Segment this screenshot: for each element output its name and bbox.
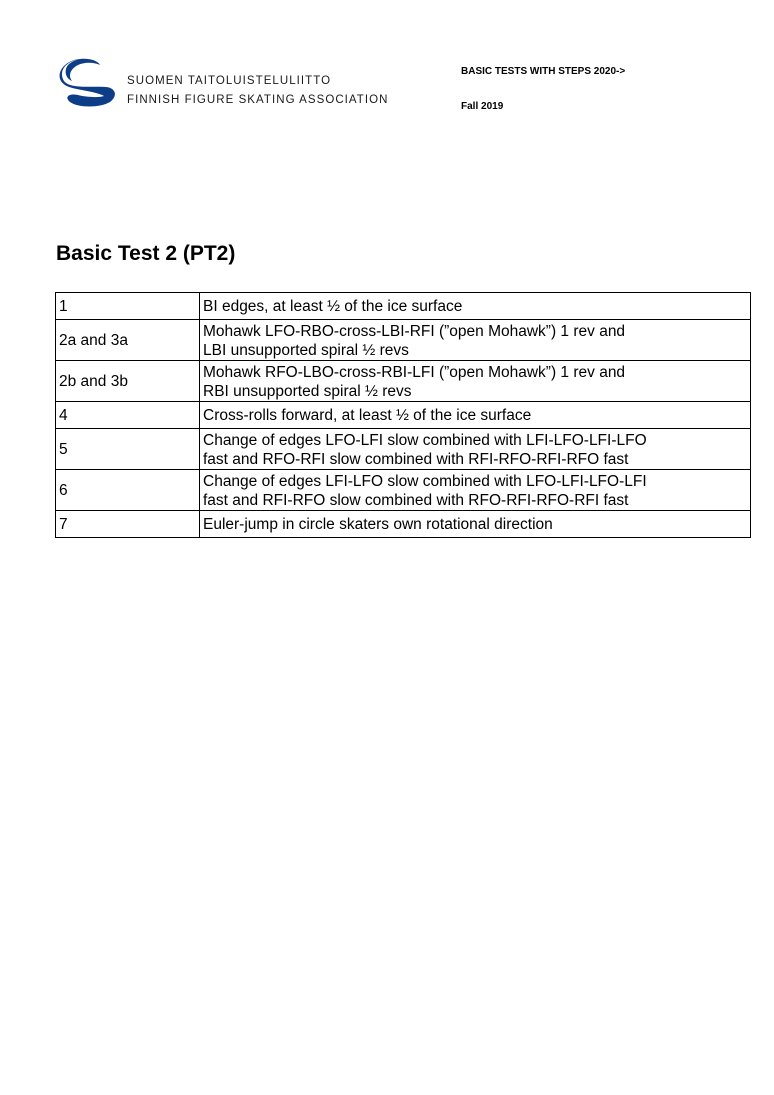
table-row [56, 402, 751, 429]
table-row [56, 361, 751, 402]
page-title: Basic Test 2 (PT2) [56, 242, 236, 265]
description-line: BI edges, at least ½ of the ice surface [203, 298, 463, 315]
org-name-english: FINNISH FIGURE SKATING ASSOCIATION [127, 94, 389, 106]
description-line: RBI unsupported spiral ½ revs [203, 382, 412, 400]
organization-names [127, 72, 388, 110]
org-name-finnish: SUOMEN TAITOLUISTELULIITTO [127, 75, 332, 87]
element-description [200, 429, 751, 470]
ffsa-logo-icon [56, 56, 118, 108]
description-line: Cross-rolls forward, at least ½ of the ice surface [203, 407, 532, 424]
description-line: Change of edges LFI-LFO slow combined with LFO-LFI-LFO-LFI [203, 472, 647, 490]
element-number: 2b and 3b [56, 361, 200, 402]
element-description [200, 470, 751, 511]
element-description [200, 293, 751, 320]
description-line: Change of edges LFO-LFI slow combined with LFI-LFO-LFI-LFO [203, 431, 647, 449]
table-row [56, 293, 751, 320]
element-number: 4 [56, 402, 200, 429]
description-line: fast and RFO-RFI slow combined with RFI-RFO-RFI-RFO fast [203, 450, 629, 468]
table-row [56, 511, 751, 538]
element-number: 5 [56, 429, 200, 470]
description-line: fast and RFI-RFO slow combined with RFO-RFI-RFO-RFI fast [203, 491, 629, 509]
element-description [200, 361, 751, 402]
description-line: Euler-jump in circle skaters own rotational direction [203, 516, 553, 533]
element-description [200, 320, 751, 361]
element-number: 1 [56, 293, 200, 320]
element-number: 6 [56, 470, 200, 511]
element-number: 7 [56, 511, 200, 538]
season-label: Fall 2019 [461, 101, 504, 112]
table-row [56, 320, 751, 361]
element-number: 2a and 3a [56, 320, 200, 361]
description-line: Mohawk LFO-RBO-cross-LBI-RFI (”open Mohawk”) 1 rev and [203, 322, 626, 340]
test-series-label: BASIC TESTS WITH STEPS 2020-> [461, 66, 626, 77]
table-row [56, 470, 751, 511]
page-header [0, 0, 774, 140]
description-line: Mohawk RFO-LBO-cross-RBI-LFI (”open Mohawk”) 1 rev and [203, 363, 626, 381]
element-description [200, 402, 751, 429]
description-line: LBI unsupported spiral ½ revs [203, 341, 409, 359]
test-elements-table [55, 292, 751, 538]
table-row [56, 429, 751, 470]
element-description [200, 511, 751, 538]
